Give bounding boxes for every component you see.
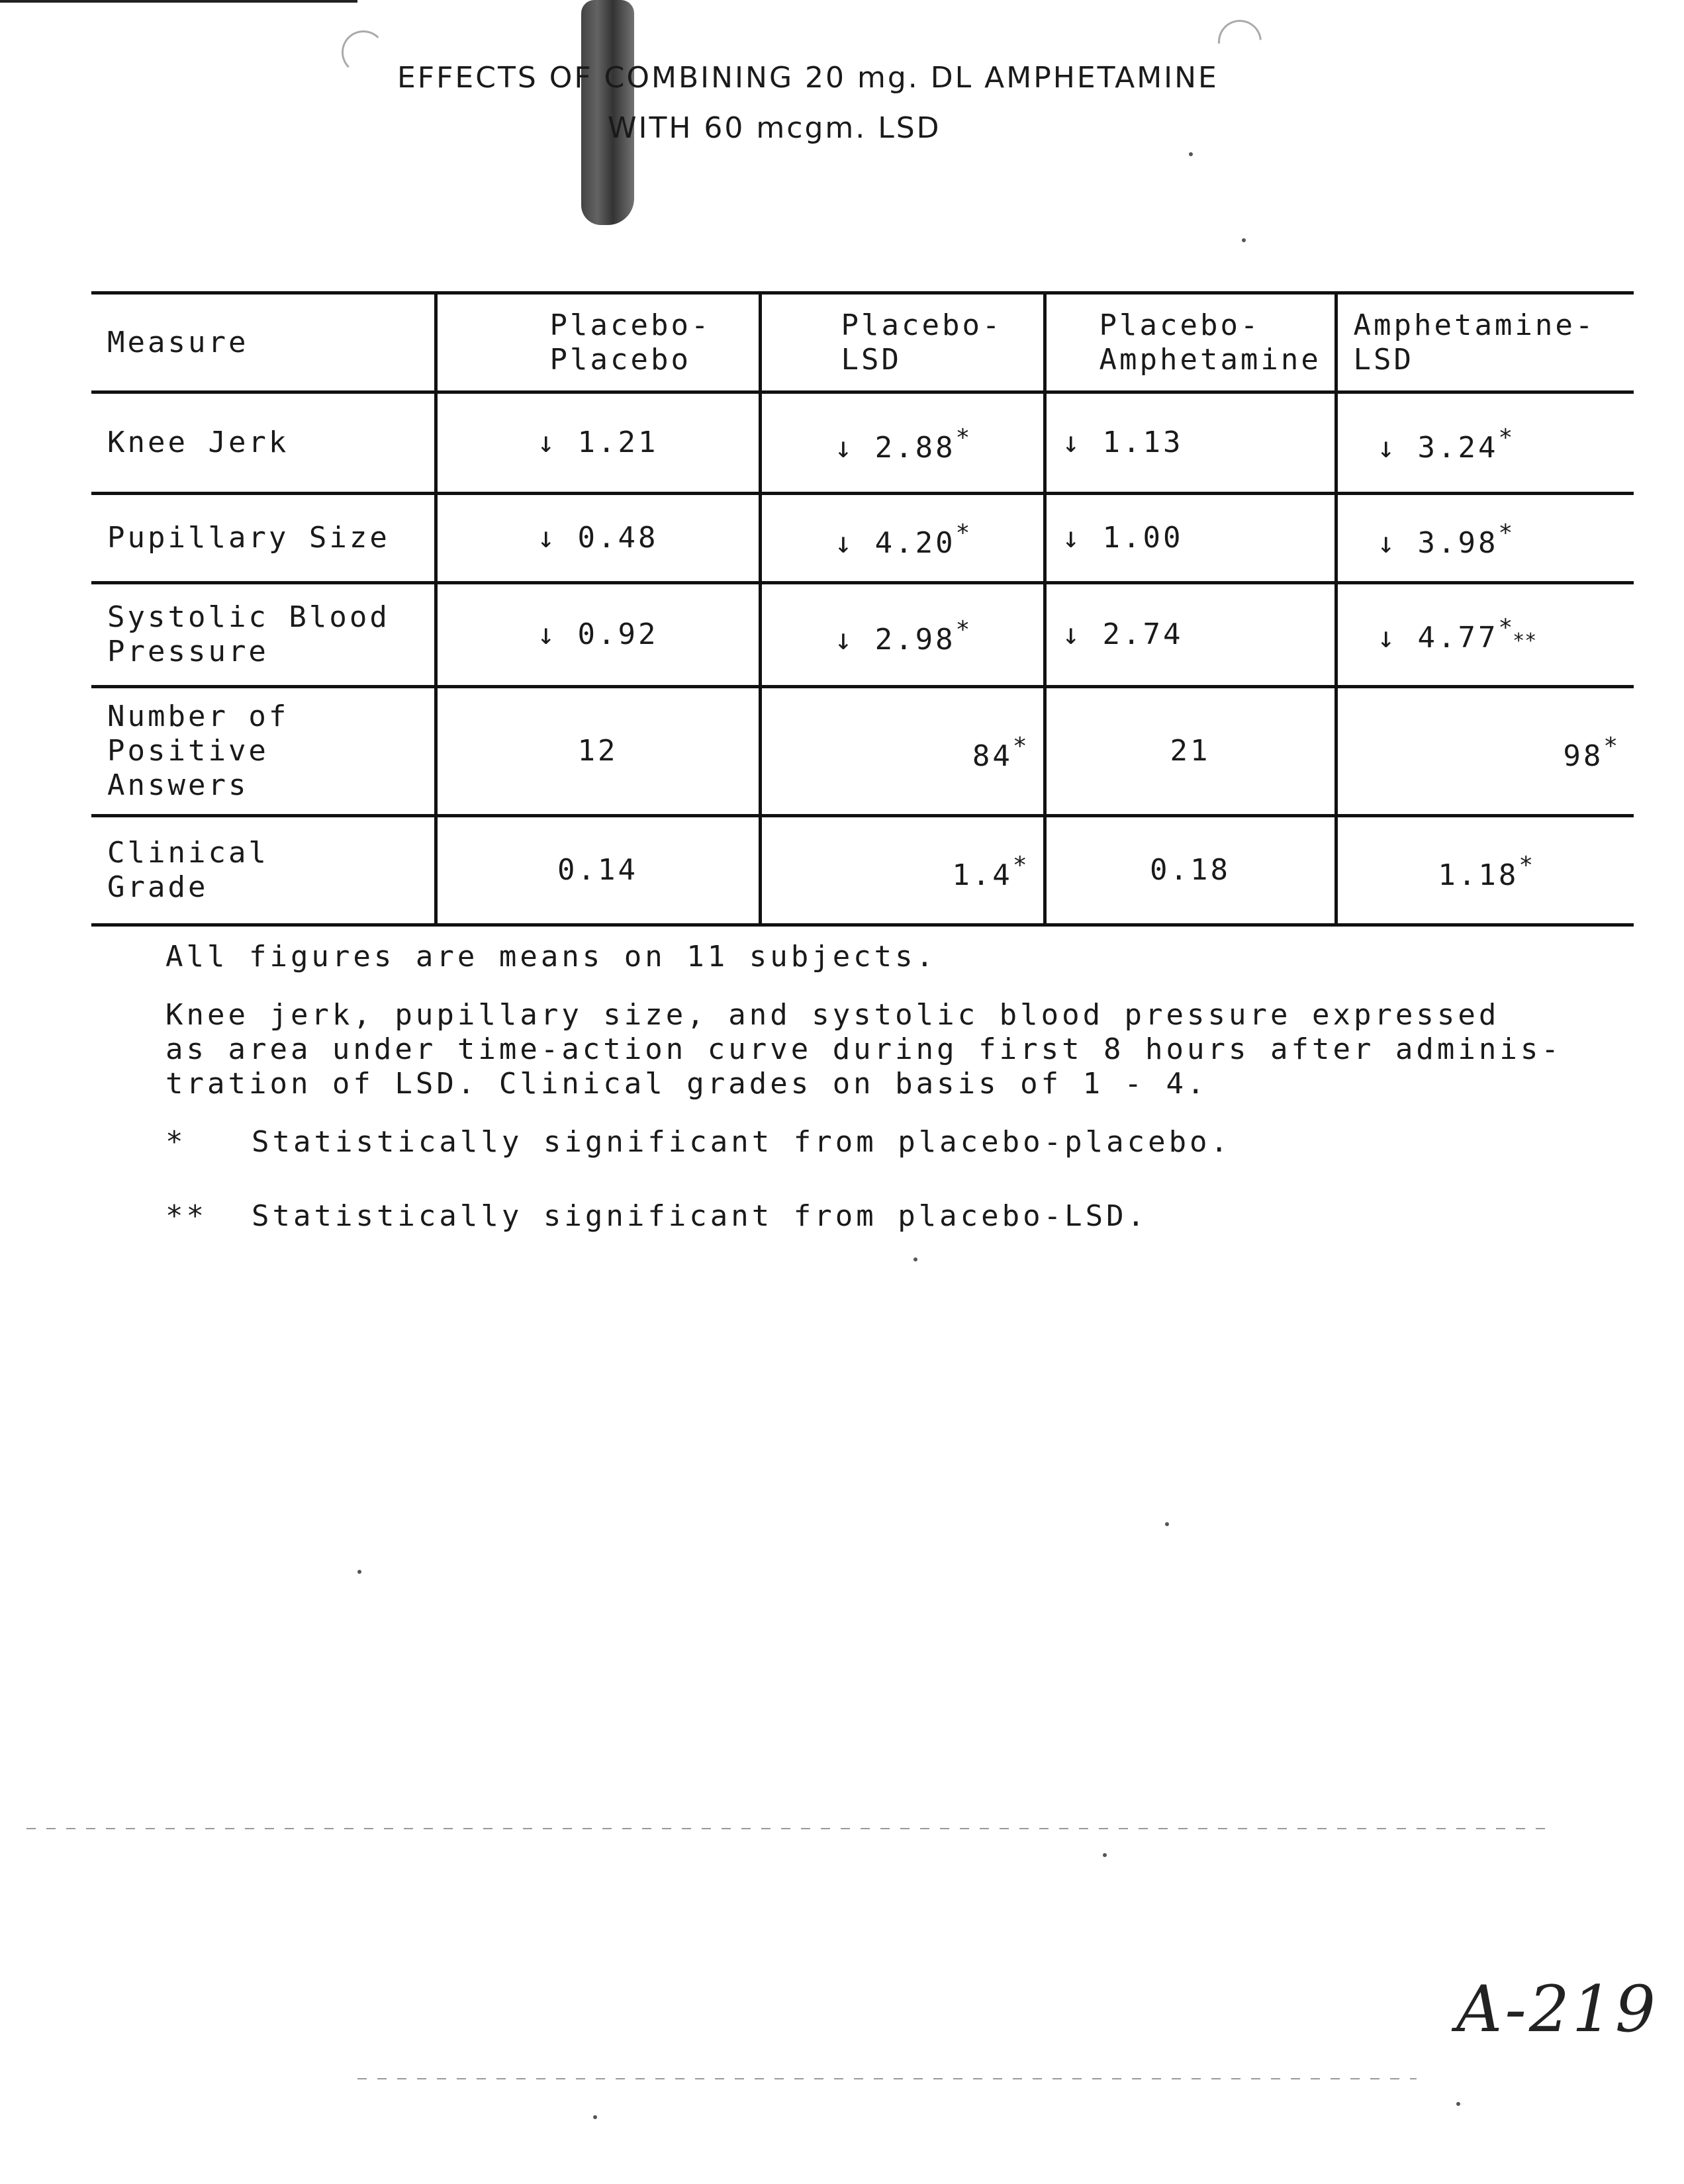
cell-amphetamine-lsd	[1336, 816, 1634, 925]
cell-value: ↓ 4.20	[834, 525, 956, 560]
cell-value: ↓ 3.24	[1377, 430, 1499, 465]
cell-value: 84	[972, 739, 1013, 773]
scan-artifact-line	[26, 1828, 1549, 1829]
cell-value: ↓ 3.98	[1377, 525, 1499, 560]
column-header-placebo-amphetamine: Placebo- Amphetamine	[1045, 293, 1336, 392]
cell-placebo-placebo: 0.14	[436, 816, 760, 925]
subjects-note: All figures are means on 11 subjects.	[165, 940, 937, 974]
cell-placebo-lsd	[760, 687, 1045, 816]
results-table	[91, 291, 1634, 927]
cell-value: ↓ 2.98	[834, 622, 956, 657]
column-header-amphetamine-lsd: Amphetamine- LSD	[1336, 293, 1634, 392]
cell-amphetamine-lsd	[1336, 494, 1634, 583]
significance-mark: *	[1498, 519, 1513, 547]
row-label: Clinical Grade	[91, 816, 436, 925]
scan-speck	[357, 1570, 361, 1574]
method-note: Knee jerk, pupillary size, and systolic blood pressure expressed as area under time-action curve during first 8 hours after adminis- tration of LSD. Clinical grades on basis of 1 - 4.	[165, 998, 1562, 1101]
cell-placebo-amphetamine: 0.18	[1045, 816, 1336, 925]
cell-amphetamine-lsd	[1336, 583, 1634, 687]
footnote-text: Statistically significant from placebo-LSD.	[252, 1199, 1148, 1233]
scan-speck	[1242, 238, 1246, 242]
cell-placebo-placebo: ↓ 0.48	[436, 494, 760, 583]
cell-amphetamine-lsd	[1336, 392, 1634, 494]
row-label: Systolic Blood Pressure	[91, 583, 436, 687]
column-header-measure: Measure	[91, 293, 436, 392]
significance-mark: *	[955, 615, 970, 643]
page-number: A-219	[1456, 1972, 1658, 2046]
table-row	[91, 816, 1634, 925]
scan-speck	[593, 2115, 597, 2119]
table-header-row	[91, 293, 1634, 392]
table-row	[91, 494, 1634, 583]
cell-placebo-amphetamine: ↓ 1.13	[1045, 392, 1336, 494]
table-row	[91, 687, 1634, 816]
table-row	[91, 392, 1634, 494]
top-rule	[0, 0, 357, 3]
cell-amphetamine-lsd	[1336, 687, 1634, 816]
significance-mark-double: **	[1513, 629, 1537, 653]
significance-mark: *	[1498, 424, 1513, 451]
table-notes	[165, 940, 1622, 1234]
significance-mark: *	[1012, 732, 1027, 760]
cell-value: ↓ 2.88	[834, 430, 956, 465]
significance-mark: *	[1498, 614, 1513, 641]
cell-placebo-amphetamine: ↓ 1.00	[1045, 494, 1336, 583]
footnote-text: Statistically significant from placebo-placebo.	[252, 1125, 1232, 1159]
significance-mark: *	[955, 424, 970, 451]
cell-placebo-lsd	[760, 392, 1045, 494]
scan-speck	[1103, 1853, 1107, 1857]
scan-speck	[1165, 1522, 1169, 1526]
document-title-line-2: WITH 60 mcgm. LSD	[608, 111, 941, 145]
footnote-1	[165, 1125, 1622, 1160]
significance-mark: *	[1012, 851, 1027, 879]
cell-value: ↓ 4.77	[1377, 621, 1499, 655]
cell-placebo-placebo: ↓ 1.21	[436, 392, 760, 494]
document-title-line-1: EFFECTS OF COMBINING 20 mg. DL AMPHETAMINE	[397, 61, 1219, 95]
table-row	[91, 583, 1634, 687]
cell-placebo-placebo: ↓ 0.92	[436, 583, 760, 687]
significance-mark: *	[955, 519, 970, 547]
punch-hole-mark	[342, 30, 385, 74]
cell-placebo-placebo: 12	[436, 687, 760, 816]
footnote-2	[165, 1199, 1622, 1234]
cell-placebo-amphetamine: ↓ 2.74	[1045, 583, 1336, 687]
significance-mark: *	[1519, 851, 1534, 879]
footnote-mark: **	[165, 1199, 207, 1233]
scan-speck	[913, 1257, 917, 1261]
cell-value: 98	[1563, 739, 1604, 773]
row-label: Number of Positive Answers	[91, 687, 436, 816]
cell-value: 1.18	[1438, 858, 1519, 892]
scan-speck	[1456, 2102, 1460, 2106]
footnote-mark: *	[165, 1125, 187, 1159]
cell-placebo-lsd	[760, 583, 1045, 687]
cell-placebo-lsd	[760, 494, 1045, 583]
cell-placebo-amphetamine: 21	[1045, 687, 1336, 816]
cell-value: 1.4	[952, 858, 1013, 892]
cell-placebo-lsd	[760, 816, 1045, 925]
row-label: Pupillary Size	[91, 494, 436, 583]
row-label: Knee Jerk	[91, 392, 436, 494]
scan-artifact-line	[357, 2078, 1417, 2079]
scan-speck	[1189, 152, 1193, 156]
column-header-placebo-placebo: Placebo- Placebo	[436, 293, 760, 392]
significance-mark: *	[1603, 732, 1618, 760]
column-header-placebo-lsd: Placebo- LSD	[760, 293, 1045, 392]
